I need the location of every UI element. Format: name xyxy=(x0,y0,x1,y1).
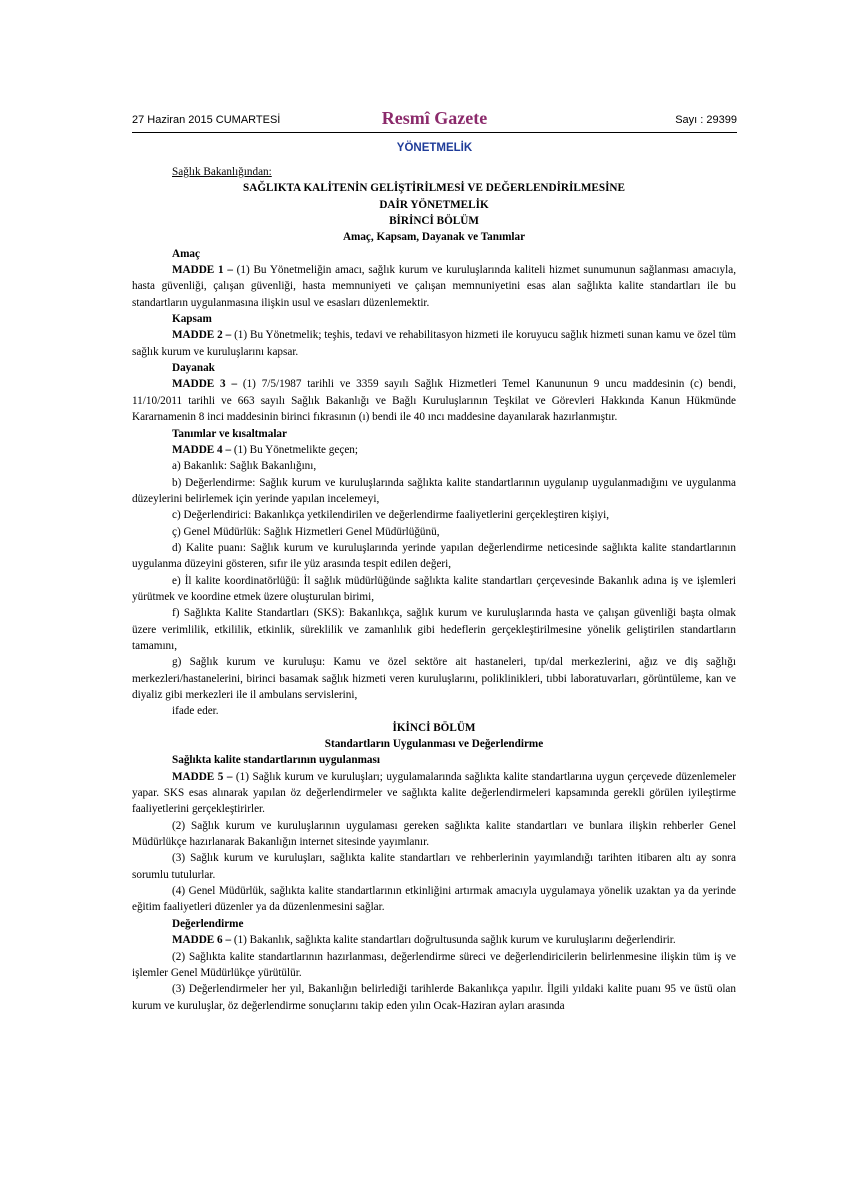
definition-item: e) İl kalite koordinatörlüğü: İl sağlık müdürlüğünde sağlıkta kalite standartları çerçevesinde Bakanlık adına iş ve işlemleri yürütmek ve koordine etmek üzere oluşturulan birimi, xyxy=(132,574,736,603)
madde6-paragraph xyxy=(132,932,736,948)
madde6-label: MADDE 6 – xyxy=(172,934,232,947)
madde3-text: (1) 7/5/1987 tarihli ve 3359 sayılı Sağlık Hizmetleri Temel Kanununun 9 uncu maddesinin (c) bendi, 11/10/2011 tarihli ve 663 sayılı Sağlık Bakanlığı ve Bağlı Kuruluşlarının Teşkilat ve Görevleri Hakkında Kanun Hükmünde Kararnamenin 8 inci maddesinin birinci fıkrasının (ı) bendi ile 40 ıncı maddesine dayanılarak hazırlanmıştır. xyxy=(132,378,737,424)
madde4-paragraph xyxy=(132,442,736,458)
madde2-paragraph xyxy=(132,327,736,360)
definition-item: g) Sağlık kurum ve kuruluşu: Kamu ve özel sektöre ait hastaneleri, tıp/dal merkezlerini, ağız ve diş sağlığı merkezleri/hastanelerini, birinci basamak sağlık hizmeti veren kuruluşlarını, poliklinikleri, tıbbi laboratuvarları, görüntüleme, kan ve diyaliz gibi merkezleri ile il ambulans servislerini, xyxy=(132,656,736,701)
gazette-title: Resmî Gazete xyxy=(381,108,488,128)
madde4-label: MADDE 4 – xyxy=(172,443,232,456)
part1-heading: BİRİNCİ BÖLÜM xyxy=(389,215,479,228)
madde6-clause-3: (3) Değerlendirmeler her yıl, Bakanlığın belirlediği tarihlerde Bakanlıkça yapılır. İlgili yıldaki kalite puanı 95 ve üstü olan kurum ve kuruluşlar, öz değerlendirme sonuçlarını takip eden yılın Ocak-Haziran ayları arasında xyxy=(132,983,736,1012)
issuer: Sağlık Bakanlığından: xyxy=(172,166,272,178)
definition-item: f) Sağlıkta Kalite Standartları (SKS): Bakanlıkça, sağlık kurum ve kuruluşlarında hasta ve çalışan güvenliği başta olmak üzere verimlilik, etkililik, etkinlik, süreklilik ve zamanlılık gibi hedeflerin gerçekleştirilmesine yönelik geliştirilen standartların tamamını, xyxy=(132,607,736,652)
definition-item: ç) Genel Müdürlük: Sağlık Hizmetleri Genel Müdürlüğünü, xyxy=(172,525,440,538)
madde4-intro: (1) Bu Yönetmelikte geçen; xyxy=(231,443,359,456)
part1-subheading: Amaç, Kapsam, Dayanak ve Tanımlar xyxy=(342,231,526,244)
regulation-title-line2: DAİR YÖNETMELİK xyxy=(379,198,489,211)
madde5-label: MADDE 5 – xyxy=(172,770,233,783)
definition-item: c) Değerlendirici: Bakanlıkça yetkilendirilen ve değerlendirme faaliyetlerini gerçekleştiren kişiyi, xyxy=(172,509,610,522)
madde1-text: (1) Bu Yönetmeliğin amacı, sağlık kurum ve kuruluşlarında kaliteli hizmet sunumunun sağlanması amacıyla, hasta güvenliği, çalışan güvenliği, hasta memnuniyeti ve çalışan memnuniyetini esas alan sağlıkta kalite standartları ile bu standartların uygulanmasına ilişkin usul ve esasları düzenlemektir. xyxy=(132,264,736,309)
header-issue-number: Sayı : 29399 xyxy=(675,114,737,126)
madde6-text: (1) Bakanlık, sağlıkta kalite standartları doğrultusunda sağlık kurum ve kuruluşlarını değerlendirir. xyxy=(231,934,676,947)
regulation-title-line1: SAĞLIKTA KALİTENİN GELİŞTİRİLMESİ VE DEĞERLENDİRİLMESİNE xyxy=(243,182,625,195)
header-date: 27 Haziran 2015 CUMARTESİ xyxy=(132,114,281,126)
madde5-heading: Sağlıkta kalite standartlarının uygulanması xyxy=(172,754,380,767)
section-type: YÖNETMELİK xyxy=(396,142,473,154)
dayanak-heading: Dayanak xyxy=(172,362,215,375)
madde5-clause-4: (4) Genel Müdürlük, sağlıkta kalite standartlarının etkinliğini artırmak amacıyla uygulamaya yönelik uzaktan ya da yerinde eğitim faaliyetleri düzenler ya da düzenlenmesini sağlar. xyxy=(132,885,736,914)
gazette-header xyxy=(132,108,737,133)
madde5-clause-2: (2) Sağlık kurum ve kuruluşlarının uygulaması gereken sağlıkta kalite standartları ve bunlara ilişkin rehberler Genel Müdürlükçe hazırlanarak Bakanlığın internet sitesinde yayımlanır. xyxy=(132,819,736,849)
madde5-paragraph xyxy=(132,769,736,818)
part2-subheading: Standartların Uygulanması ve Değerlendirme xyxy=(324,738,544,751)
madde3-label: MADDE 3 – xyxy=(172,378,238,391)
madde2-label: MADDE 2 – xyxy=(172,329,232,342)
kapsam-heading: Kapsam xyxy=(172,313,212,326)
definition-item: a) Bakanlık: Sağlık Bakanlığını, xyxy=(172,460,317,473)
madde6-heading: Değerlendirme xyxy=(172,917,244,930)
definition-item: d) Kalite puanı: Sağlık kurum ve kuruluşlarında yerinde yapılan değerlendirme neticesinde sağlıkta kalite standartlarının uygulanma düzeyini gösteren, sıfır ile yüz arasında tespit edilen değeri, xyxy=(132,541,736,571)
definition-item: b) Değerlendirme: Sağlık kurum ve kuruluşlarında sağlıkta kalite standartlarının uygulanıp uygulanmadığını ve uygulanma düzeylerini belirlemek için yerinde yapılan incelemeyi, xyxy=(132,476,736,505)
madde5-clause-3: (3) Sağlık kurum ve kuruluşları, sağlıkta kalite standartları ve rehberlerinin yayımlandığı tarihten itibaren altı ay sonra sorumlu tutulurlar. xyxy=(132,852,736,881)
madde3-paragraph xyxy=(132,376,736,425)
madde6-clause-2: (2) Sağlıkta kalite standartlarının hazırlanması, değerlendirme süreci ve değerlendiricilerin belirlenmesine ilişkin tüm iş ve işlemler Genel Müdürlükçe yürütülür. xyxy=(132,950,736,979)
madde1-paragraph xyxy=(132,262,736,311)
amac-heading: Amaç xyxy=(172,247,200,260)
part2-heading: İKİNCİ BÖLÜM xyxy=(392,721,476,734)
madde1-label: MADDE 1 – xyxy=(172,264,233,277)
document-body xyxy=(132,164,736,1014)
definitions-closing: ifade eder. xyxy=(172,705,219,718)
madde2-text: (1) Bu Yönetmelik; teşhis, tedavi ve rehabilitasyon hizmeti ile koruyucu sağlık hizmeti sunan kamu ve özel tüm sağlık kurum ve kuruluşlarını kapsar. xyxy=(132,329,736,358)
madde5-text: (1) Sağlık kurum ve kuruluşları; uygulamalarında sağlıkta kalite standartlarına uygun çerçevede düzenlemeler yapar. SKS esas alınarak yapılan öz değerlendirmeler ve sağlıkta kalite değerlendirmeleri kapsamında gerekli görülen iyileştirme faaliyetlerini gerçekleştirirler. xyxy=(132,770,736,816)
tanimlar-heading: Tanımlar ve kısaltmalar xyxy=(172,427,287,440)
